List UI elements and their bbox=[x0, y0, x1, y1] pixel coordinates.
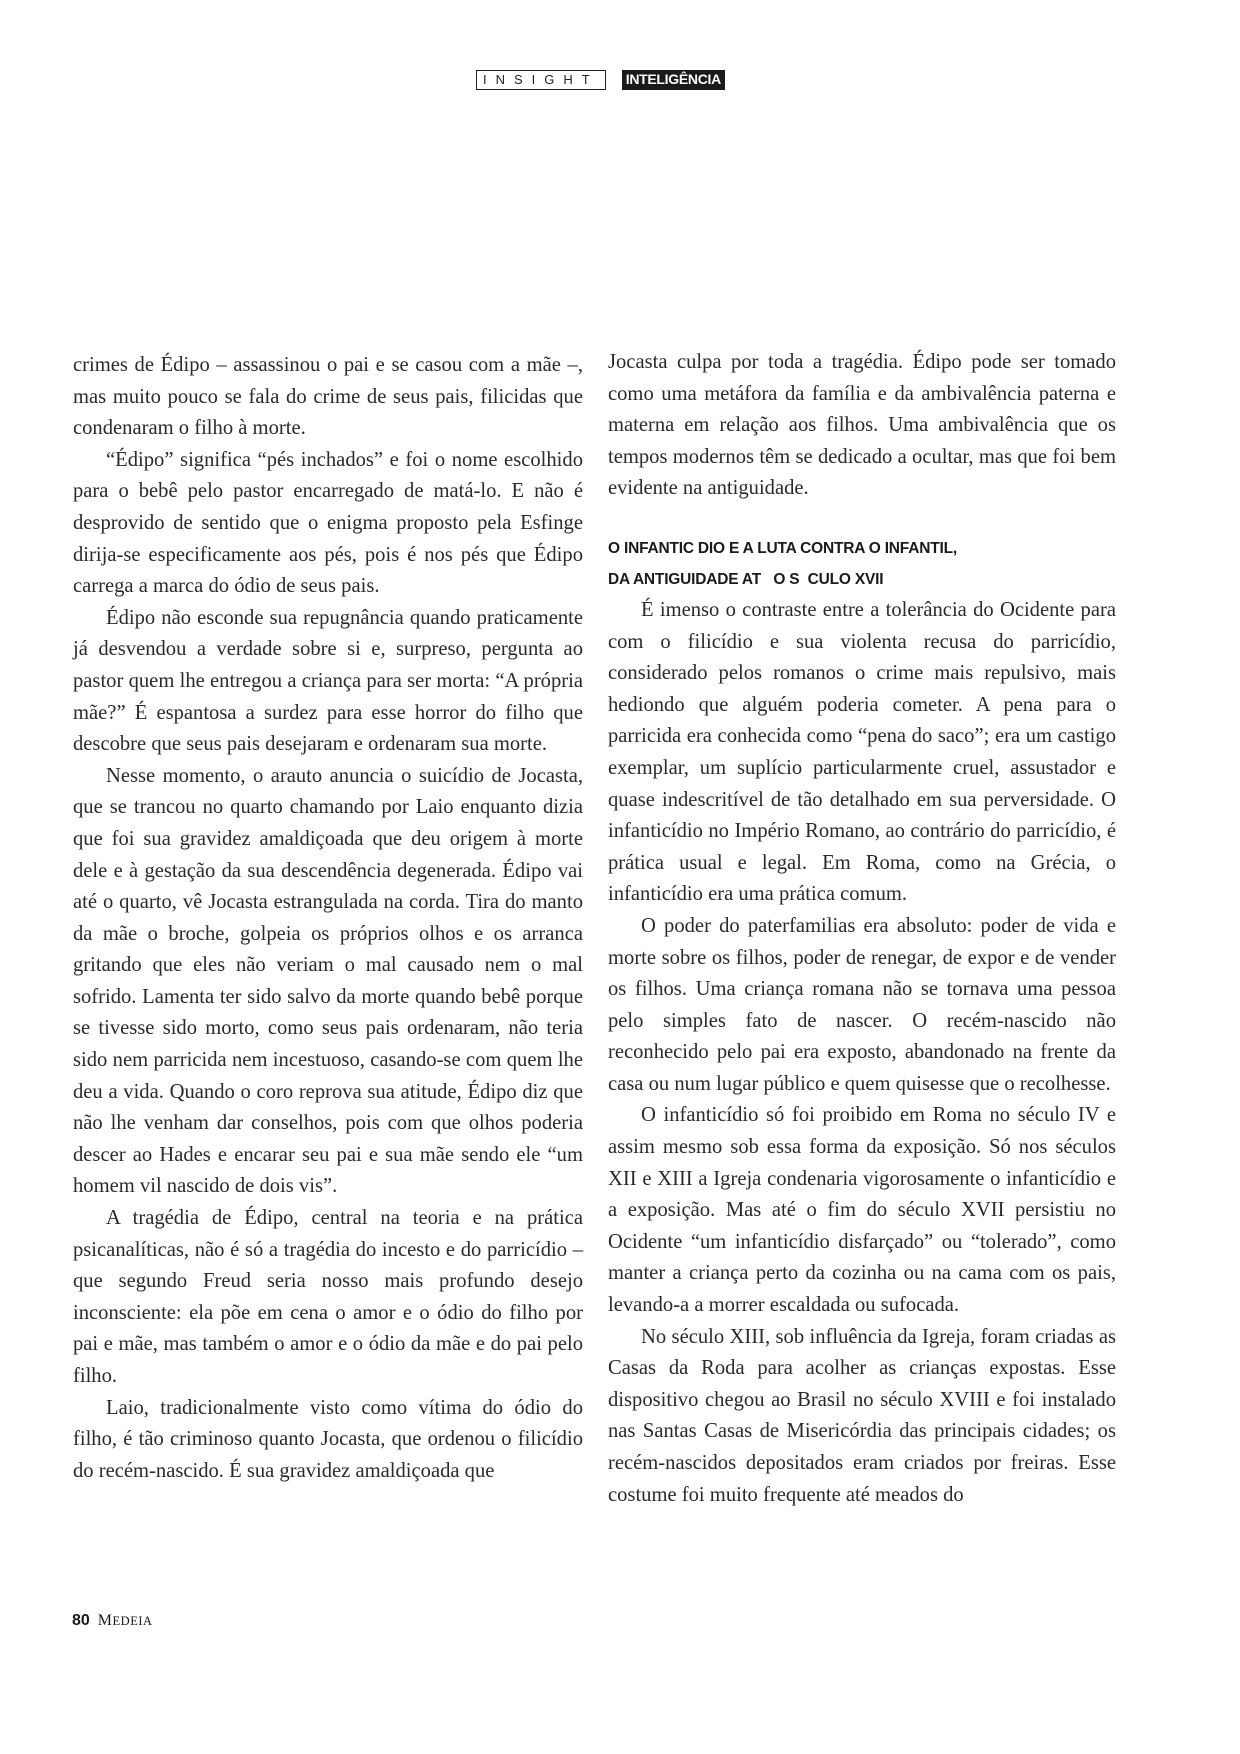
right-column bbox=[608, 347, 1116, 1511]
publication-rest: EDEIA bbox=[112, 1614, 153, 1628]
section-tag-inteligencia: INTELIGÊNCIA bbox=[622, 70, 725, 90]
publication-name bbox=[98, 1612, 153, 1630]
paragraph: Nesse momento, o arauto anuncia o suicídio de Jocasta, que se trancou no quarto chamando por Laio enquanto dizia que foi sua gravidez amaldiçoada que deu origem à morte dele e à gestação da sua descendência degenerada. Édipo vai até o quarto, vê Jocasta estrangulada na corda. Tira do manto da mãe o broche, golpeia os próprios olhos e os arranca gritando que eles não veriam o mal causado nem o mal sofrido. Lamenta ter sido salvo da morte quando bebê porque se tivesse sido morto, como seus pais ordenaram, não teria sido nem parricida nem incestuoso, casando-se com quem lhe deu a vida. Quando o coro reprova sua atitude, Édipo diz que não lhe venham dar conselhos, pois com que olhos poderia descer ao Hades e encarar seu pai e sua mãe sendo ele “um homem vil nascido de dois vis”. bbox=[73, 764, 583, 1198]
paragraph: Laio, tradicionalmente visto como vítima do ódio do filho, é tão criminoso quanto Jocasta, que ordenou o filicídio do recém-nascido. É sua gravidez amaldiçoada que bbox=[73, 1396, 583, 1482]
paragraph: Jocasta culpa por toda a tragédia. Édipo pode ser tomado como uma metáfora da família e da ambivalência paterna e materna em relação aos filhos. Uma ambivalência que os tempos modernos têm se dedicado a ocultar, mas que foi bem evidente na antiguidade. bbox=[608, 351, 1116, 500]
page-number: 80 bbox=[72, 1612, 90, 1629]
section-tag-insight: INSIGHT bbox=[476, 70, 606, 90]
paragraph: Édipo não esconde sua repugnância quando praticamente já desvendou a verdade sobre si e, surpreso, pergunta ao pastor quem lhe entregou a criança para ser morta: “A própria mãe?” É espantosa a surdez para esse horror do filho que descobre que seus pais desejaram e ordenaram sua morte. bbox=[73, 606, 583, 756]
page-footer bbox=[72, 1612, 153, 1630]
paragraph: No século XIII, sob influência da Igreja, foram criadas as Casas da Roda para acolher as crianças expostas. Esse dispositivo chegou ao Brasil no século XVIII e foi instalado nas Santas Casas de Misericórdia das principais cidades; os recém-nascidos depositados eram criados por freiras. Esse costume foi muito frequente até meados do bbox=[608, 1325, 1116, 1506]
paragraph: “Édipo” significa “pés inchados” e foi o nome escolhido para o bebê pelo pastor encarregado de matá-lo. E não é desprovido de sentido que o enigma proposto pela Esfinge dirija-se especificamente aos pés, pois é nos pés que Édipo carrega a marca do ódio de seus pais. bbox=[73, 448, 583, 598]
section-heading bbox=[608, 533, 1116, 595]
paragraph: crimes de Édipo – assassinou o pai e se casou com a mãe –, mas muito pouco se fala do crime de seus pais, filicidas que condenaram o filho à morte. bbox=[73, 354, 583, 440]
paragraph: A tragédia de Édipo, central na teoria e na prática psicanalíticas, não é só a tragédia do incesto e do parricídio – que segundo Freud seria nosso mais profundo desejo inconsciente: ela põe em cena o amor e o ódio do filho por pai e mãe, mas também o amor e o ódio da mãe e do pai pelo filho. bbox=[73, 1207, 583, 1387]
running-header bbox=[476, 70, 725, 90]
section-heading-line: O INFANTIC DIO E A LUTA CONTRA O INFANTIL, bbox=[608, 539, 957, 557]
section-heading-line: DA ANTIGUIDADE AT O S CULO XVII bbox=[608, 570, 884, 588]
paragraph: O infanticídio só foi proibido em Roma no século IV e assim mesmo sob essa forma da exposição. Só nos séculos XII e XIII a Igreja condenaria vigorosamente o infanticídio e a exposição. Mas até o fim do século XVII persistiu no Ocidente “um infanticídio disfarçado” ou “tolerado”, como manter a criança perto da cozinha ou na cama com os pais, levando-a a morrer escaldada ou sufocada. bbox=[608, 1104, 1116, 1317]
paragraph: É imenso o contraste entre a tolerância do Ocidente para com o filicídio e sua violenta recusa do parricídio, considerado pelos romanos o crime mais repulsivo, mais hediondo que alguém poderia cometer. A pena para o parricida era conhecida como “pena do saco”; era um castigo exemplar, um suplício particularmente cruel, assustador e quase indescritível de tão detalhado em sua perversidade. O infanticídio no Império Romano, ao contrário do parricídio, é prática usual e legal. Em Roma, como na Grécia, o infanticídio era uma prática comum. bbox=[608, 598, 1116, 906]
paragraph: O poder do paterfamilias era absoluto: poder de vida e morte sobre os filhos, poder de renegar, de expor e de vender os filhos. Uma criança romana não se tornava uma pessoa pelo simples fato de nascer. O recém-nascido não reconhecido pelo pai era exposto, abandonado na frente da casa ou num lugar público e quem quisesse que o recolhesse. bbox=[608, 914, 1116, 1095]
publication-initial: M bbox=[97, 1612, 113, 1629]
left-column bbox=[73, 350, 583, 1487]
